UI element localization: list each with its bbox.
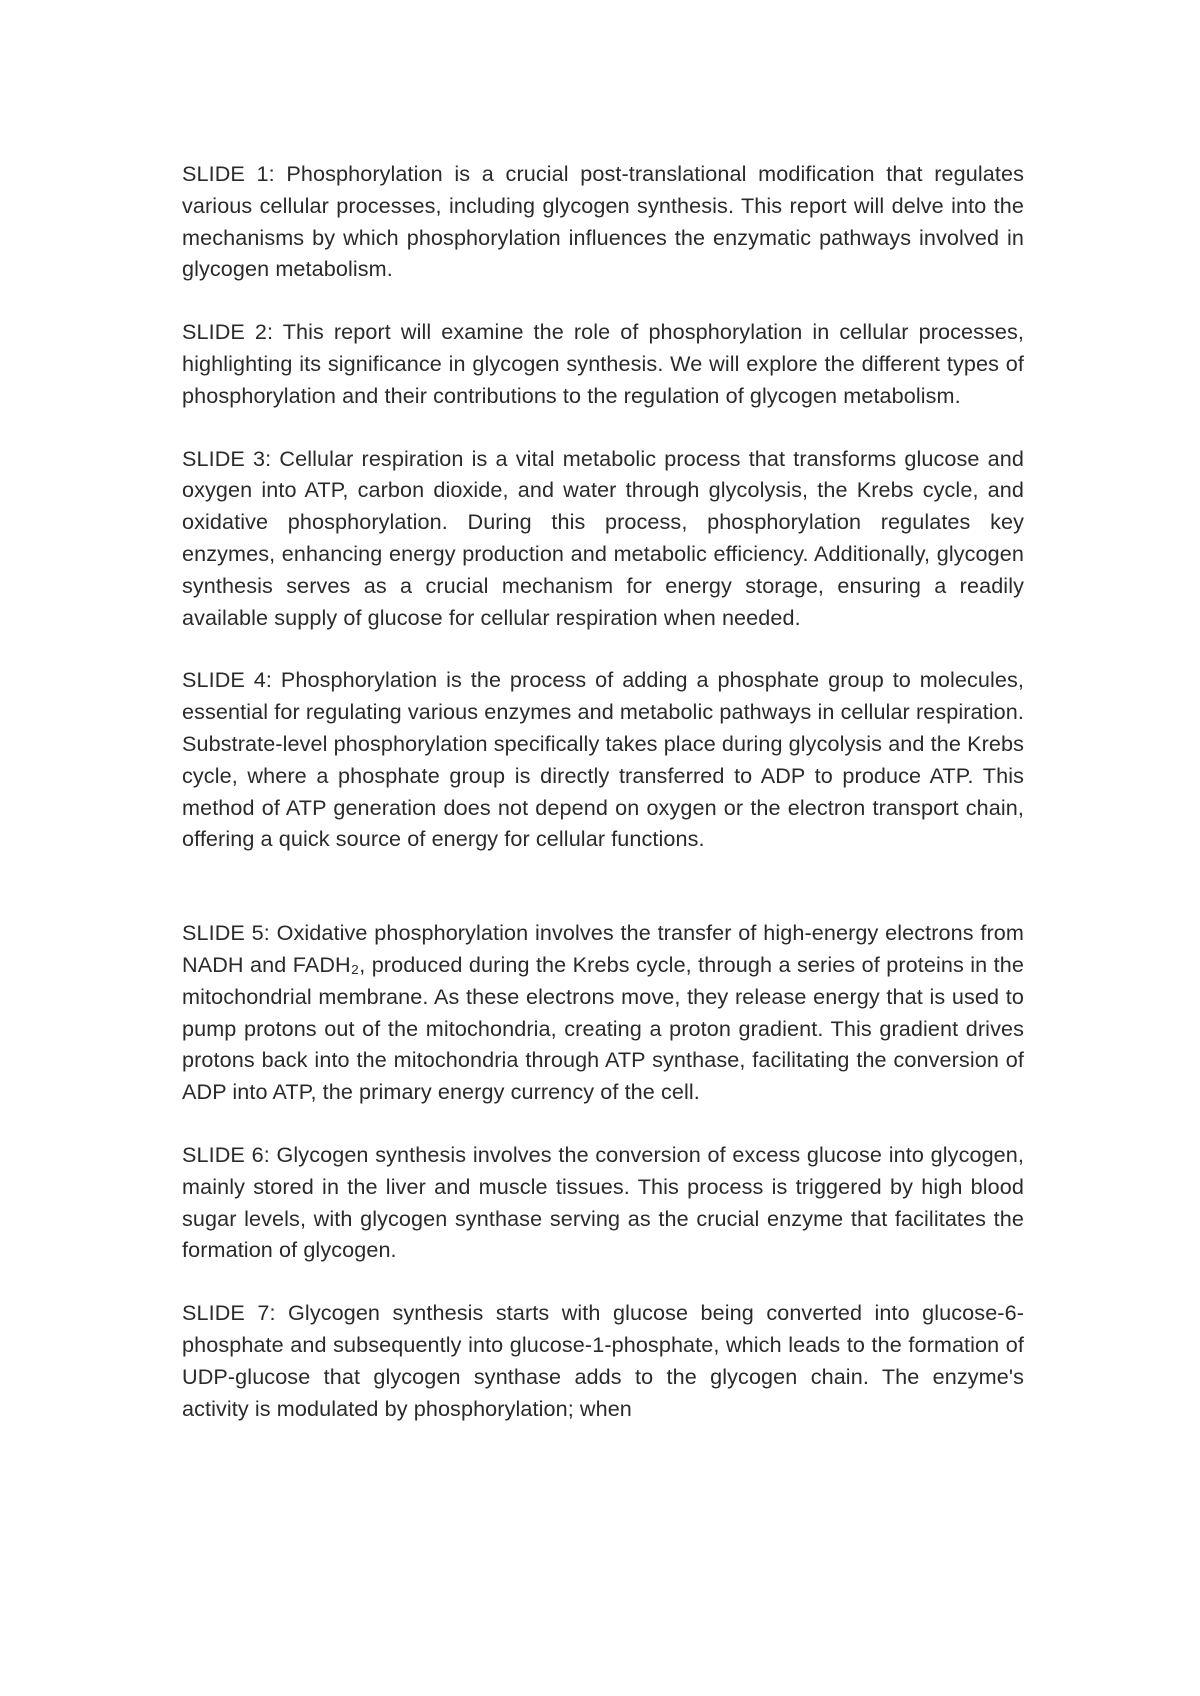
slide-2-paragraph: SLIDE 2: This report will examine the role of phosphorylation in cellular processes, highlighting its significance in glycogen synthesis. We will explore the different types of phosphorylation and their contributions to the regulation of glycogen metabolism.	[182, 319, 1024, 408]
paragraph-spacer	[182, 412, 1024, 443]
paragraph-spacer	[182, 285, 1024, 316]
document-page	[182, 158, 1024, 1424]
paragraph-spacer	[182, 1266, 1024, 1297]
slide-4-paragraph: SLIDE 4: Phosphorylation is the process of adding a phosphate group to molecules, essential for regulating various enzymes and metabolic pathways in cellular respiration. Substrate-level phosphorylation specifically takes place during glycolysis and the Krebs cycle, where a phosphate group is directly transferred to ADP to produce ATP. This method of ATP generation does not depend on oxygen or the electron transport chain, offering a quick source of energy for cellular functions.	[182, 667, 1024, 852]
slide-6-paragraph: SLIDE 6: Glycogen synthesis involves the conversion of excess glucose into glycogen, mainly stored in the liver and muscle tissues. This process is triggered by high blood sugar levels, with glycogen synthase serving as the crucial enzyme that facilitates the formation of glycogen.	[182, 1141, 1024, 1263]
paragraph-spacer	[182, 855, 1024, 917]
slide-5-paragraph: SLIDE 5: Oxidative phosphorylation involves the transfer of high-energy electrons from NADH and FADH₂, produced during the Krebs cycle, through a series of proteins in the mitochondrial membrane. As these electrons move, they release energy that is used to pump protons out of the mitochondria, creating a proton gradient. This gradient drives protons back into the mitochondria through ATP synthase, facilitating the conversion of ADP into ATP, the primary energy currency of the cell.	[182, 920, 1024, 1105]
slide-3-paragraph: SLIDE 3: Cellular respiration is a vital metabolic process that transforms glucose and oxygen into ATP, carbon dioxide, and water through glycolysis, the Krebs cycle, and oxidative phosphorylation. During this process, phosphorylation regulates key enzymes, enhancing energy production and metabolic efficiency. Additionally, glycogen synthesis serves as a crucial mechanism for energy storage, ensuring a readily available supply of glucose for cellular respiration when needed.	[182, 445, 1024, 630]
slide-7-paragraph: SLIDE 7: Glycogen synthesis starts with glucose being converted into glucose-6-phosphate and subsequently into glucose-1-phosphate, which leads to the formation of UDP-glucose that glycogen synthase adds to the glycogen chain. The enzyme's activity is modulated by phosphorylation; when	[182, 1300, 1024, 1421]
slide-1-paragraph: SLIDE 1: Phosphorylation is a crucial post-translational modification that regulates various cellular processes, including glycogen synthesis. This report will delve into the mechanisms by which phosphorylation influences the enzymatic pathways involved in glycogen metabolism.	[182, 161, 1024, 282]
paragraph-spacer	[182, 1108, 1024, 1139]
paragraph-spacer	[182, 633, 1024, 664]
